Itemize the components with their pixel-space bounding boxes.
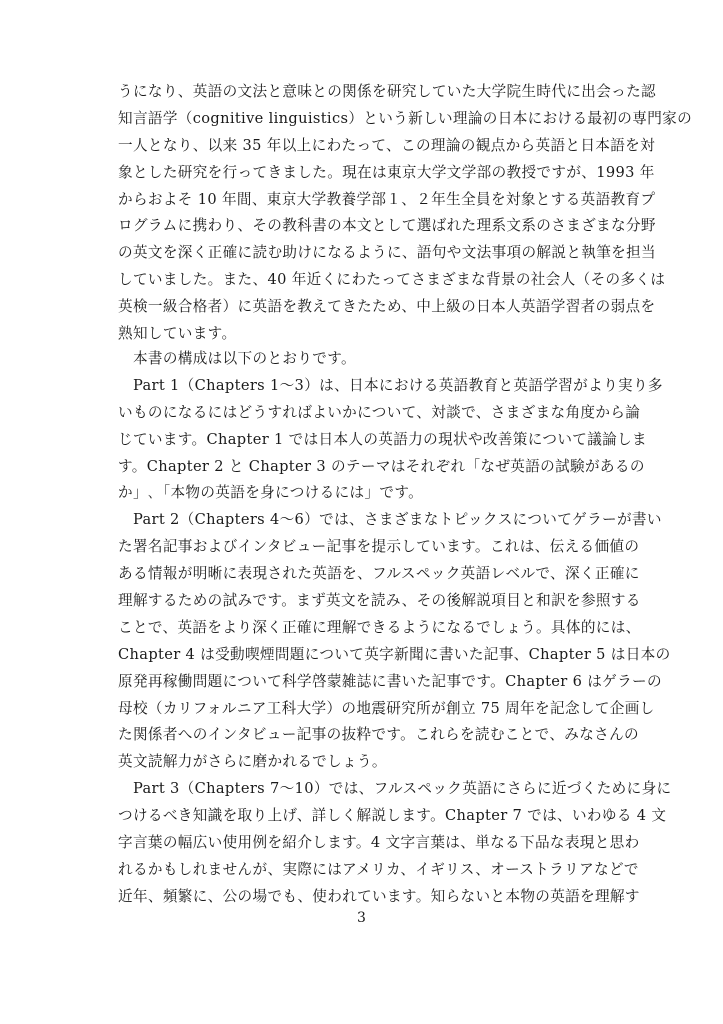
text-line: の英文を深く正確に読む助けになるように、語句や文法事項の解説と執筆を担当 bbox=[118, 244, 656, 262]
text-line: 本書の構成は以下のとおりです。 bbox=[118, 350, 356, 367]
text-line: た署名記事およびインタビュー記事を提示しています。これは、伝える価値の bbox=[118, 538, 640, 556]
text-line: 一人となり、以来 35 年以上にわたって、この理論の観点から英語と日本語を対 bbox=[118, 136, 656, 154]
text-line: Part 2（Chapters 4〜6）では、さまざまなトピックスについてゲラーが書い bbox=[118, 511, 662, 529]
paragraph-structure bbox=[118, 346, 672, 911]
text-line: 英文読解力がさらに磨かれるでしょう。 bbox=[118, 753, 387, 771]
text-line: Chapter 4 は受動喫煙問題について英字新聞に書いた記事、Chapter 5 は日本の bbox=[118, 645, 671, 663]
text-line: 字言葉の幅広い使用例を紹介します。4 文字言葉は、単なる下品な表現と思わ bbox=[118, 834, 640, 852]
text-line: れるかもしれませんが、実際にはアメリカ、イギリス、オーストラリアなどで bbox=[118, 860, 639, 878]
text-line: 知言語学（cognitive linguistics）という新しい理論の日本における最初の専門家の bbox=[118, 109, 693, 127]
text-line: Part 1（Chapters 1〜3）は、日本における英語教育と英語学習がより実り多 bbox=[118, 376, 663, 394]
text-line: 英検一級合格者）に英語を教えてきたため、中上級の日本人英語学習者の弱点を bbox=[118, 298, 656, 316]
text-line: 理解するための試みです。まず英文を読み、その後解説項目と和訳を参照する bbox=[118, 592, 641, 610]
text-line: 象とした研究を行ってきました。現在は東京大学文学部の教授ですが、1993 年 bbox=[118, 163, 655, 181]
text-line: 近年、頻繁に、公の場でも、使われています。知らないと本物の英語を理解す bbox=[118, 887, 640, 905]
text-line: ログラムに携わり、その教科書の本文として選ばれた理系文系のさまざまな分野 bbox=[118, 217, 656, 235]
text-line: 母校（カリフォルニア工科大学）の地震研究所が創立 75 周年を記念して企画し bbox=[118, 699, 655, 717]
text-line: ことで、英語をより深く正確に理解できるようになるでしょう。具体的には、 bbox=[118, 618, 641, 636]
text-line: つけるべき知識を取り上げ、詳しく解説します。Chapter 7 では、いわゆる 4 文 bbox=[118, 807, 667, 825]
text-line: 熟知しています。 bbox=[118, 325, 237, 343]
text-line: いものになるにはどうすればよいかについて、対談で、さまざまな角度から論 bbox=[118, 403, 641, 421]
text-line: た関係者へのインタビュー記事の抜粋です。これらを読むことで、みなさんの bbox=[118, 726, 639, 744]
page-number: 3 bbox=[357, 910, 366, 926]
text-line: す。Chapter 2 と Chapter 3 のテーマはそれぞれ「なぜ英語の試験があるの bbox=[118, 457, 645, 475]
text-line: うになり、英語の文法と意味との関係を研究していた大学院生時代に出会った認 bbox=[118, 83, 656, 100]
text-line: ある情報が明晰に表現された英語を、フルスペック英語レベルで、深く正確に bbox=[118, 565, 640, 583]
text-line: Part 3（Chapters 7〜10）では、フルスペック英語にさらに近づくために身に bbox=[118, 780, 672, 798]
text-line: していました。また、40 年近くにわたってさまざまな背景の社会人（その多くは bbox=[118, 271, 666, 289]
text-line: 原発再稼働問題について科学啓蒙雑誌に書いた記事です。Chapter 6 はゲラーの bbox=[118, 672, 662, 690]
text-line: か」､「本物の英語を身につけるには」です。 bbox=[118, 484, 424, 502]
text-line: じています。Chapter 1 では日本人の英語力の現状や改善策について議論しま bbox=[118, 430, 648, 448]
text-line: からおよそ 10 年間、東京大学教養学部１、２年生全員を対象とする英語教育プ bbox=[118, 190, 656, 208]
paragraph-intro bbox=[118, 79, 693, 348]
